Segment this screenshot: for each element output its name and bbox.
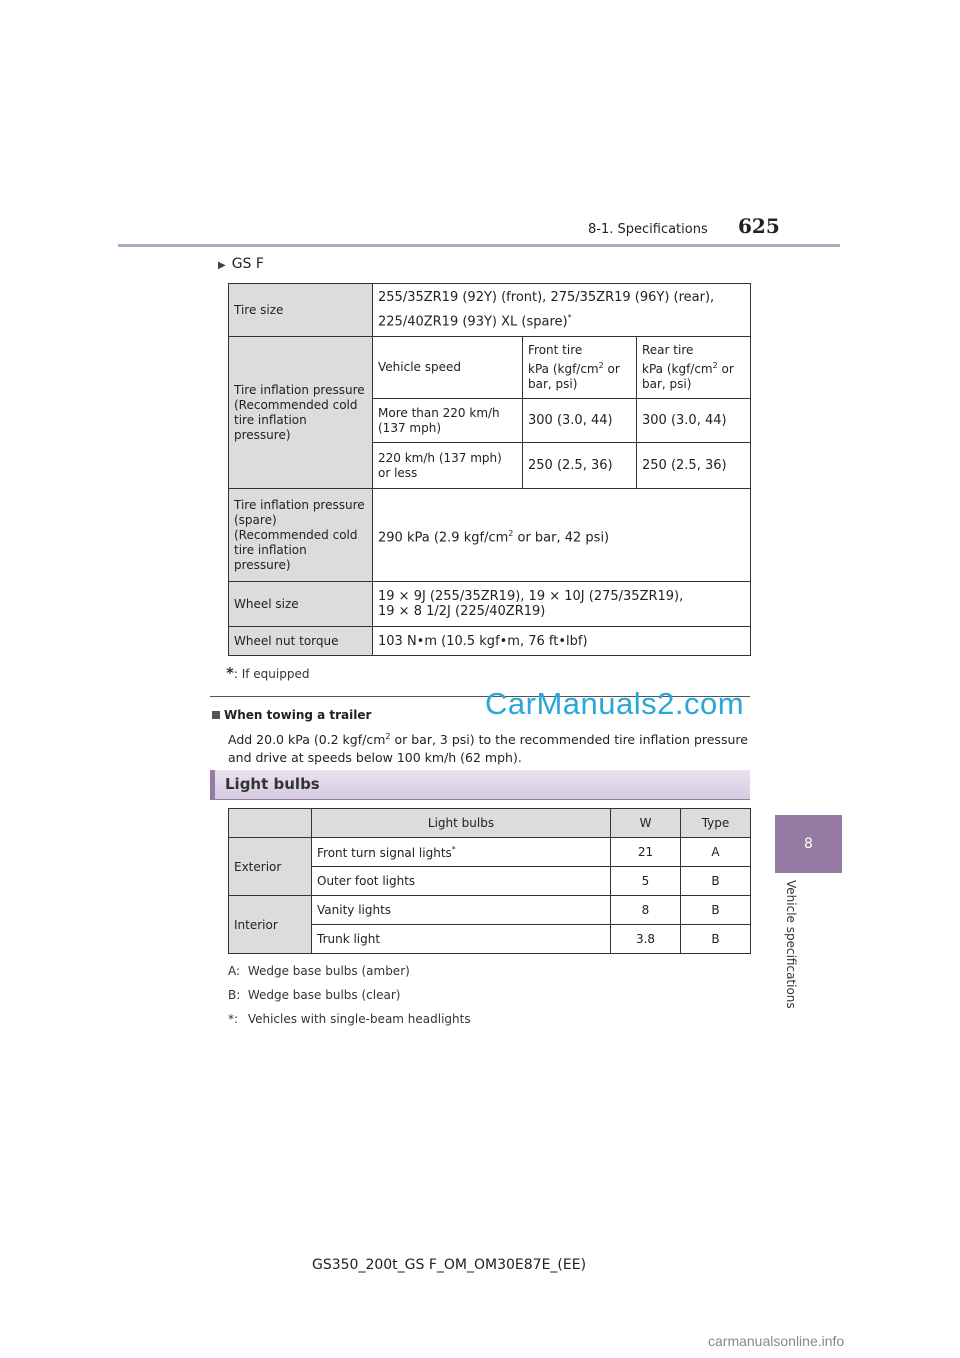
table-row [229,896,751,925]
col-rear-tire [637,337,751,399]
wheel-nut-torque-value: 103 N•m (10.5 kgf•m, 76 ft•lbf) [373,627,751,656]
header-light-bulbs: Light bulbs [312,809,611,838]
col-vehicle-speed: Vehicle speed [373,337,523,399]
table-header-row [229,809,751,838]
table-row [229,284,751,337]
front-pressure-cell: 300 (3.0, 44) [523,399,637,443]
bulb-watts: 21 [611,838,681,867]
superscript: 2 [598,361,604,371]
wheel-size-line1: 19 × 9J (255/35ZR19), 19 × 10J (275/35ZR19), [378,589,684,605]
chapter-tab[interactable]: 8 [775,815,842,873]
legend-item [228,988,400,1002]
col-front-tire [523,337,637,399]
header-type: Type [681,809,751,838]
subheading-text: GS F [231,256,264,272]
watermark-logo: CarManuals2.com [485,686,745,721]
legend-key: A: [228,964,241,978]
group-interior: Interior [229,896,312,954]
speed-cell: 220 km/h (137 mph) or less [373,443,523,489]
rear-pressure-cell: 300 (3.0, 44) [637,399,751,443]
header-rule [118,244,840,247]
front-pressure-cell: 250 (2.5, 36) [523,443,637,489]
table-row [229,337,751,399]
bulb-name [312,838,611,867]
bulb-type: B [681,896,751,925]
bulb-name: Vanity lights [312,896,611,925]
light-bulbs-heading-bar [210,770,750,800]
towing-heading-text: When towing a trailer [224,708,372,722]
table-row [229,838,751,867]
light-bulbs-table [228,808,751,954]
towing-heading [212,708,371,722]
table-row [229,489,751,582]
bulb-name: Outer foot lights [312,867,611,896]
legend-key: *: [228,1012,239,1026]
speed-cell: More than 220 km/h (137 mph) [373,399,523,443]
tire-spec-table [228,283,751,656]
tire-size-line1: 255/35ZR19 (92Y) (front), 275/35ZR19 (96Y) (rear), [378,290,715,305]
table-row [229,627,751,656]
inflation-label: Tire inflation pressure (Recommended cold tire inflation pressure) [229,337,373,489]
spare-inflation-value [373,489,751,582]
bulb-watts: 8 [611,896,681,925]
wheel-nut-torque-label: Wheel nut torque [229,627,373,656]
col-rear-unit: kPa (kgf/cm [642,362,713,377]
legend-text: Wedge base bulbs (clear) [247,988,401,1002]
col-front-title: Front tire [528,343,583,358]
document-code: GS350_200t_GS F_OM_OM30E87E_(EE) [312,1257,587,1273]
wheel-size-line2: 19 × 8 1/2J (225/40ZR19) [378,604,546,620]
superscript: 2 [712,361,718,371]
chapter-title: Vehicle specifications [784,880,798,1009]
site-watermark: carmanualsonline.info [708,1333,845,1349]
section-title: 8-1. Specifications [588,222,708,237]
towing-body-start: Add 20.0 kPa (0.2 kgf/cm [228,732,386,748]
spec-footnote [226,664,309,682]
footnote-asterisk: * [226,664,234,682]
tire-size-line2: 225/40ZR19 (93Y) XL (spare) [378,314,568,330]
col-front-unit: kPa (kgf/cm [528,362,599,377]
bulb-watts: 3.8 [611,925,681,954]
rear-pressure-cell: 250 (2.5, 36) [637,443,751,489]
footnote-text: : If equipped [233,667,310,681]
col-rear-unit-end: or bar, psi) [642,362,734,392]
towing-body [228,728,758,767]
legend-item [228,964,410,978]
legend-text: Vehicles with single-beam headlights [247,1012,471,1026]
wheel-size-label: Wheel size [229,582,373,627]
page-number: 625 [738,214,780,238]
legend-text: Wedge base bulbs (amber) [247,964,410,978]
light-bulbs-heading: Light bulbs [225,775,320,793]
footnote-mark: * [567,313,572,322]
bulb-name: Trunk light [312,925,611,954]
bulb-watts: 5 [611,867,681,896]
table-row [229,582,751,627]
col-rear-title: Rear tire [642,343,694,358]
spare-value-start: 290 kPa (2.9 kgf/cm [378,529,509,545]
superscript: 2 [385,732,391,741]
bulb-name-text: Front turn signal lights [317,845,452,860]
towing-body-end: or bar, 3 psi) to the recommended tire inflation pressure and drive at speeds below 100 km/h (62 mph). [228,732,748,766]
col-front-unit-end: or bar, psi) [528,362,620,392]
legend-item [228,1012,471,1026]
spare-value-end: or bar, 42 psi) [513,529,610,545]
group-exterior: Exterior [229,838,312,896]
square-bullet-icon [212,711,220,719]
wheel-size-value [373,582,751,627]
triangle-bullet-icon: ▶ [218,260,226,271]
bulb-type: B [681,925,751,954]
legend-key: B: [228,988,241,1002]
bulb-type: B [681,867,751,896]
superscript: 2 [508,528,514,538]
spare-inflation-label: Tire inflation pressure (spare) (Recommended cold tire inflation pressure) [229,489,373,582]
model-subheading [218,256,264,272]
footnote-mark: * [451,844,456,854]
tire-size-value [373,284,751,337]
header-empty [229,809,312,838]
bulb-type: A [681,838,751,867]
chapter-title-vertical [780,880,804,1020]
header-watts: W [611,809,681,838]
tire-size-label: Tire size [229,284,373,337]
